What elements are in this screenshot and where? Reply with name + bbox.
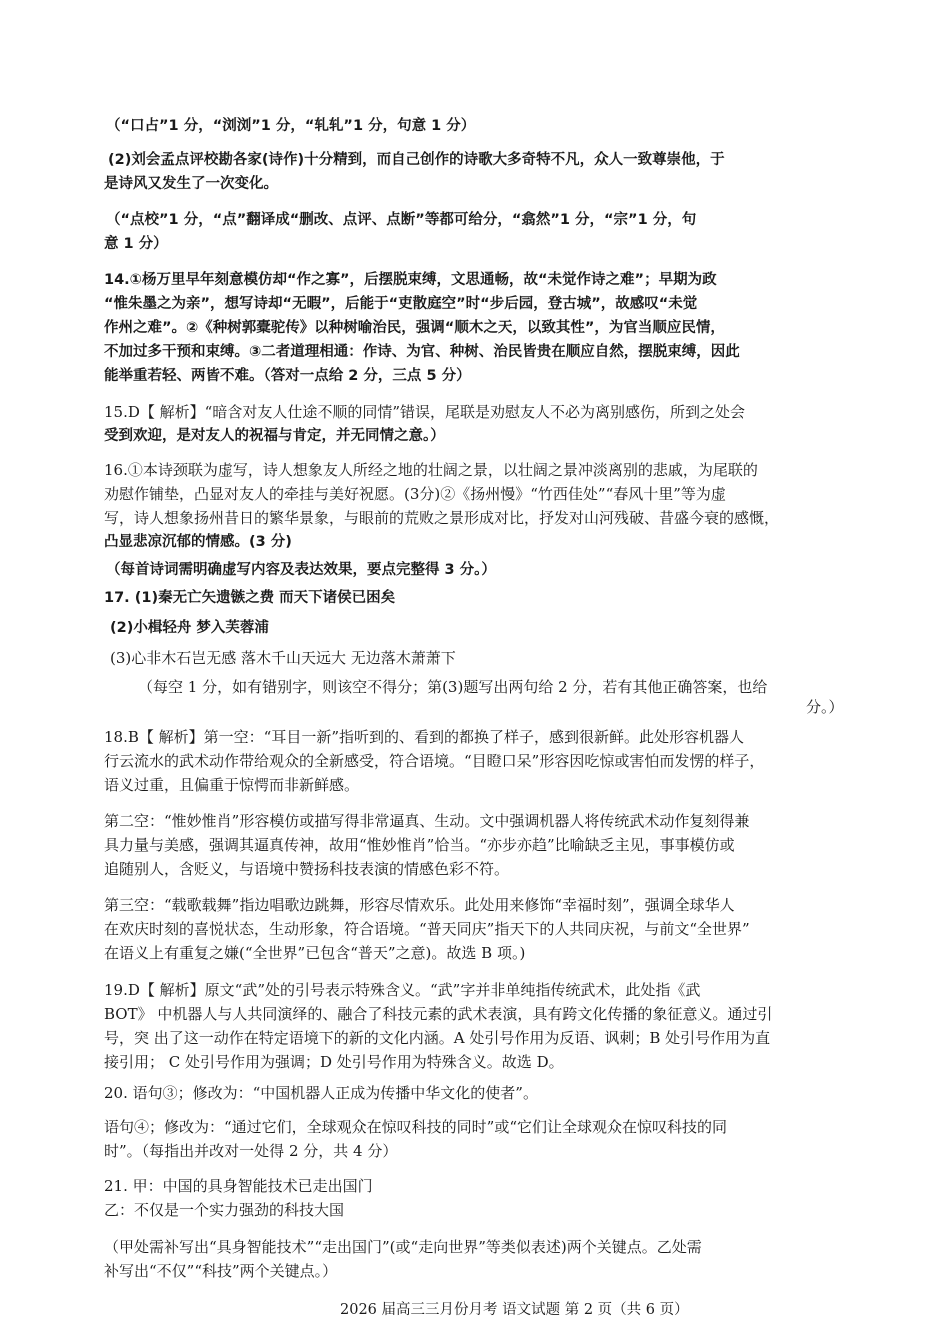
answer-14-line-2: “惟朱墨之为亲”，想写诗却“无暇”，后能于“吏散庭空”时“步后园，登古城”，故感叹“未觉 bbox=[104, 296, 698, 312]
answer-16-scoring: （每首诗词需明确虚写内容及表达效果，要点完整得 3 分。） bbox=[106, 562, 496, 578]
answer-15-line-2: 受到欢迎，是对友人的祝福与肯定，并无同情之意。） bbox=[104, 428, 445, 444]
answer-21-scoring-line-2: 补写出“不仅”“科技”两个关键点。） bbox=[104, 1262, 338, 1280]
page-footer: 2026 届高三三月份月考 语文试题 第 2 页（共 6 页） bbox=[340, 1302, 689, 1318]
answer-17-2: (2)小楫轻舟 梦入芙蓉浦 bbox=[110, 620, 269, 636]
answer-19-line-1: 19.D【 解析】原文“武”处的引号表示特殊含义。“武”字并非单纯指传统武术，此处指《武 bbox=[104, 981, 701, 999]
answer-18-line-5: 具力量与美感，强调其逼真传神，故用“惟妙惟肖”恰当。“亦步亦趋”比喻缺乏主见，事事模仿或 bbox=[104, 836, 735, 854]
answer-14-line-1: 14.①杨万里早年刻意模仿却“作之寡”，后摆脱束缚，文思通畅，故“未觉作诗之难”；早期为政 bbox=[104, 272, 717, 288]
answer-13-1-scoring: （“口占”1 分，“浏浏”1 分，“轧轧”1 分，句意 1 分） bbox=[106, 118, 476, 134]
answer-17-3: (3)心非木石岂无感 落木千山天远大 无边落木萧萧下 bbox=[110, 649, 456, 667]
answer-13-2-line-1: (2)刘会孟点评校勘各家(诗作)十分精到，而自己创作的诗歌大多奇特不凡，众人一致尊崇他，于 bbox=[108, 152, 725, 168]
answer-18-line-9: 在语义上有重复之嫌(“全世界”已包含“普天”之意)。故选 B 项。) bbox=[104, 944, 526, 962]
answer-18-line-3: 语义过重，且偏重于惊愕而非新鲜感。 bbox=[104, 776, 360, 794]
answer-20-line-1: 20. 语句③；修改为：“中国机器人正成为传播中华文化的使者”。 bbox=[104, 1084, 538, 1102]
answer-21-line-2: 乙：不仅是一个实力强劲的科技大国 bbox=[104, 1201, 345, 1219]
answer-15-line-1: 15.D【 解析】“暗含对友人仕途不顺的同情”错误，尾联是劝慰友人不必为离别感伤，所到之处会 bbox=[104, 403, 745, 421]
answer-19-line-2: BOT》 中机器人与人共同演绎的、融合了科技元素的武术表演，具有跨文化传播的象征意义。通过引 bbox=[104, 1005, 773, 1023]
answer-20-line-3: 时”。（每指出并改对一处得 2 分，共 4 分） bbox=[104, 1142, 398, 1160]
answer-13-2-scoring-line-2: 意 1 分） bbox=[104, 236, 168, 252]
answer-21-line-1: 21. 甲：中国的具身智能技术已走出国门 bbox=[104, 1177, 373, 1195]
answer-18-line-2: 行云流水的武术动作带给观众的全新感受，符合语境。“目瞪口呆”形容因吃惊或害怕而发愣的样子， bbox=[104, 752, 765, 770]
answer-16-line-1: 16.①本诗颈联为虚写，诗人想象友人所经之地的壮阔之景，以壮阔之景冲淡离别的悲戚，为尾联的 bbox=[104, 461, 758, 479]
answer-16-line-3: 写，诗人想象扬州昔日的繁华景象，与眼前的荒败之景形成对比，抒发对山河残破、昔盛今衰的感慨， bbox=[104, 509, 780, 527]
answer-16-line-2: 劝慰作铺垫，凸显对友人的牵挂与美好祝愿。(3分)②《扬州慢》“竹西佳处”“春风十里”等为虚 bbox=[104, 485, 726, 503]
answer-18-line-6: 追随别人，含贬义，与语境中赞扬科技表演的情感色彩不符。 bbox=[104, 860, 510, 878]
answer-14-line-3: 作州之难”。②《种树郭橐驼传》以种树喻治民，强调“顺木之天，以致其性”，为官当顺应民情， bbox=[104, 320, 725, 336]
answer-13-2-line-2: 是诗风又发生了一次变化。 bbox=[104, 176, 278, 192]
answer-18-line-1: 18.B【 解析】第一空：“耳目一新”指听到的、看到的都换了样子，感到很新鲜。此处形容机器人 bbox=[104, 728, 744, 746]
answer-17-1: 17. (1)秦无亡矢遗镞之费 而天下诸侯已困矣 bbox=[104, 590, 396, 606]
answer-19-line-3: 号，突 出了这一动作在特定语境下的新的文化内涵。A 处引号作用为反语、讽刺；B 处引号作用为直 bbox=[104, 1029, 771, 1047]
answer-13-2-scoring-line-1: （“点校”1 分，“点”翻译成“删改、点评、点断”等都可给分，“翕然”1 分，“宗”1 分，句 bbox=[106, 212, 697, 228]
answer-20-line-2: 语句④；修改为：“通过它们，全球观众在惊叹科技的同时”或“它们让全球观众在惊叹科技的同 bbox=[104, 1118, 728, 1136]
answer-18-line-7: 第三空：“载歌载舞”指边唱歌边跳舞，形容尽情欢乐。此处用来修饰“幸福时刻”，强调全球华人 bbox=[104, 896, 735, 914]
answer-16-line-4: 凸显悲凉沉郁的情感。(3 分) bbox=[104, 534, 292, 550]
answer-14-line-5: 能举重若轻、两皆不难。（答对一点给 2 分，三点 5 分） bbox=[104, 368, 471, 384]
answer-18-line-4: 第二空：“惟妙惟肖”形容模仿或描写得非常逼真、生动。文中强调机器人将传统武术动作复刻得兼 bbox=[104, 812, 750, 830]
answer-17-scoring-line-2: 分。） bbox=[806, 698, 844, 716]
answer-18-line-8: 在欢庆时刻的喜悦状态，生动形象，符合语境。“普天同庆”指天下的人共同庆祝，与前文“全世界” bbox=[104, 920, 750, 938]
answer-19-line-4: 接引用； C 处引号作用为强调；D 处引号作用为特殊含义。故选 D。 bbox=[104, 1053, 564, 1071]
answer-17-scoring-line-1: （每空 1 分，如有错别字，则该空不得分；第(3)题写出两句给 2 分，若有其他正确答案，也给 bbox=[138, 678, 768, 696]
answer-21-scoring-line-1: （甲处需补写出“具身智能技术”“走出国门”(或“走向世界”等类似表述)两个关键点。乙处需 bbox=[104, 1238, 702, 1256]
answer-14-line-4: 不加过多干预和束缚。③二者道理相通：作诗、为官、种树、治民皆贵在顺应自然，摆脱束缚，因此 bbox=[104, 344, 740, 360]
